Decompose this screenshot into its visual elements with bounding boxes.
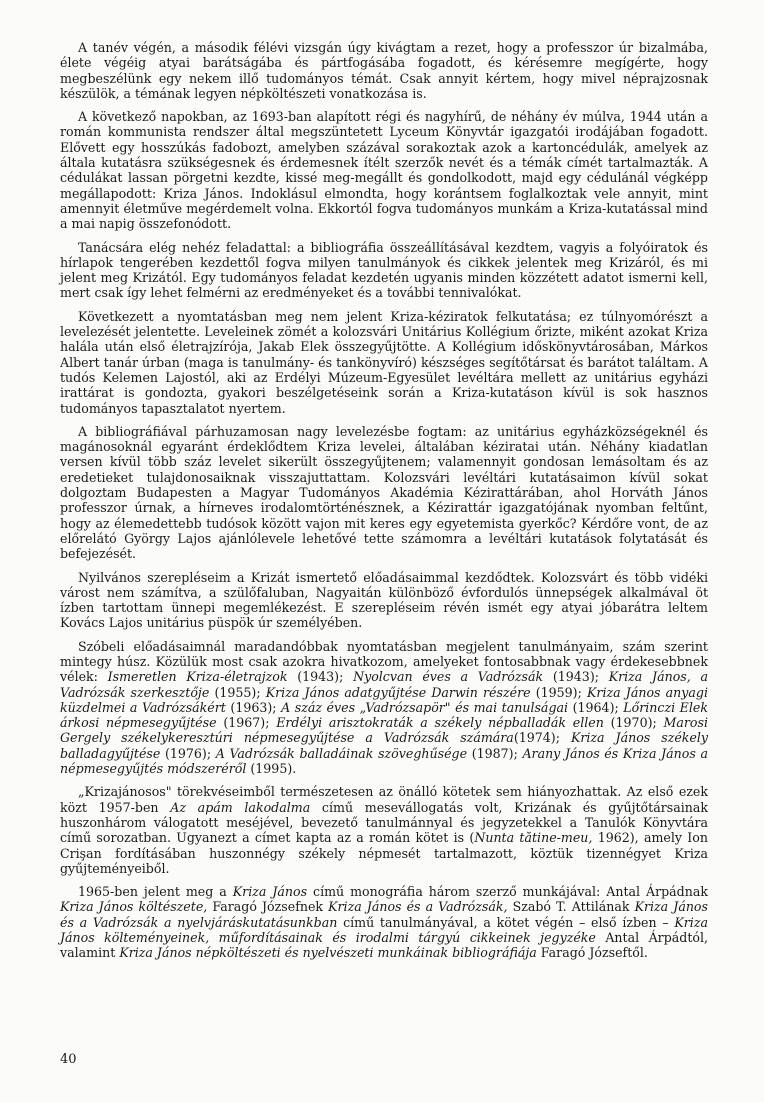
text-run: 1965-ben jelent meg a	[78, 884, 233, 900]
text-run: (1943);	[287, 669, 354, 685]
text-run: Faragó Józseftől.	[536, 945, 648, 961]
text-run: (1987);	[467, 745, 523, 761]
paragraph	[60, 40, 708, 101]
italic-title: Kriza János és a Vadrózsák a nyelvjáráskutatásunkban	[60, 899, 708, 930]
italic-title: Kriza János anyagi küzdelmei a Vadrózsákért	[60, 684, 708, 715]
paragraph	[60, 784, 708, 876]
text-run: 1962), amely Ion Crişan fordításában huszonnégy székely népmesét tartalmazott, köztük tizennégyet Kriza gyűjteményeiből.	[60, 830, 708, 876]
paragraph	[60, 309, 708, 416]
paragraph	[60, 639, 708, 777]
italic-title: Lőrinczi Elek árkosi népmesegyűjtése	[60, 699, 708, 731]
italic-title: A Vadrózsák balladáinak szöveghűsége	[215, 745, 468, 761]
italic-title: Kriza János	[232, 884, 308, 900]
text-run: (1964);	[568, 699, 624, 715]
italic-title: Nunta tătine-meu,	[474, 830, 593, 846]
page-number: 40	[60, 1052, 77, 1067]
italic-title: A száz éves „Vadrózsapör" és mai tanulságai	[281, 699, 569, 715]
text-run: Szóbeli előadásaimnál maradandóbbak nyomtatásban megjelent tanulmányaim, szám szerint mintegy húsz. Közülük most csak azokra hivatkozom, amelyeket fontosabbnak vagy érdekesebbnek vélek:	[60, 638, 708, 685]
text-run: A következő napokban, az 1693-ban alapított régi és nagyhírű, de néhány év múlva, 1944 után a román kommunista rendszer által megszüntetett Lyceum Könyvtár igazgatói irodájában fogadott. Elővett egy hosszúkás fadobozt, amelyben százával sorakoztak azok a kartoncédulák, amelyek az általa kutatásra szükségesnek és érdemesnek ítélt szerzők nevét és a témák címét tartalmazták. A cédulákat lassan pörgetni kezdte, kissé meg-megállt és gondolkodott, majd egy cédulánál végképp megállapodott: Kriza János. Indoklásul elmondta, hogy korántsem foglalkoztak vele annyit, mint amennyit életműve megérdemelt volna. Ekkortól fogva tudományos munkám a Kriza-kutatással mind a mai napig összefonódott.	[60, 109, 708, 232]
paragraph	[60, 109, 708, 231]
italic-title: Kriza János, a Vadrózsák szerkesztője	[60, 669, 708, 700]
text-run: (1955);	[209, 684, 266, 700]
text-run: (1970);	[603, 715, 664, 731]
italic-title: Marosi Gergely székelykeresztúri népmesegyűjtése a Vadrózsák számára	[60, 715, 708, 746]
text-run: Következett a nyomtatásban meg nem jelent Kriza-kéziratok felkutatása; ez túlnyomórészt a levelezését jelentette. Leveleinek zömét a kolozsvári Unitárius Kollégium őrizte, miként azokat Kriza halála után első életrajzírója, Jakab Elek összegyűjtötte. A Kollégium időskönyvtárosában, Márkos Albert tanár úrban (maga is tanulmány- és tankönyvíró) készséges segítőtársat és barátot találtam. A tudós Kelemen Lajostól, aki az Erdélyi Múzeum-Egyesület levéltára mellett az unitárius egyházi irattárat is gondozta, gyakori beszélgetéseink során a Kriza-kutatáson kívül is sok hasznos tudományos tapasztalatot nyertem.	[60, 308, 708, 416]
text-run: Faragó Józsefnek	[207, 899, 329, 915]
paragraph	[60, 570, 708, 631]
italic-title: Kriza János és a Vadrózsák,	[328, 899, 508, 915]
text-run: Tanácsára elég nehéz feladattal: a bibliográfia összeállításával kezdtem, vagyis a folyóiratok és hírlapok tengerében kezdettől fogva milyen tanulmányok és cikkek jelentek meg Krizáról, és mi jelent meg Krizától. Egy tudományos feladat kezdetén ugyanis minden közzétett adatot ismerni kell, mert csak így lehet felmérni az eredményeket és a további tennivalókat.	[60, 239, 708, 301]
italic-title: Kriza János költeményeinek, műfordításainak és irodalmi tárgyú cikkeinek jegyzéke	[60, 914, 708, 946]
paragraph	[60, 240, 708, 301]
italic-title: Kriza János székely balladagyűjtése	[60, 730, 709, 761]
text-run: A bibliográfiával párhuzamosan nagy levelezésbe fogtam: az unitárius egyházközségeknél és magánosoknál egyaránt érdeklődtem Kriza levelei, általában kéziratai után. Néhány kiadatlan versen kívül több száz levelet sikerült összegyűjtenem; valamennyit gondosan lemásoltam és az eredetieket tulajdonosaiknak visszajuttattam. Kolozsvári levéltári kutatásaimon kívül sokat dolgoztam Budapesten a Magyar Tudományos Akadémia Kézirattárában, ahol Horváth János professzor úrnak, a hírneves irodalomtörténésznek, a Kézirattár igazgatójának nyomban feltűnt, hogy az élemedettebb tudósok között vajon mit keres egy egyetemista gyerkőc? Kérdőre vont, de az előrelátó György Lajos ajánlólevele lehetővé tette számomra a levéltári kutatások folytatását és befejezését.	[60, 423, 708, 562]
text-run: (1959);	[530, 684, 588, 700]
text-run: (1995).	[246, 761, 297, 777]
text-run: Nyilvános szerepléseim a Krizát ismertető előadásaimmal kezdődtek. Kolozsvárt és több vidéki várost nem számítva, a szülőfaluban, Nagyaitán különböző évfordulós ünnepségek alkalmával öt ízben tartottam ünnepi megemlékezést. E szerepléseim révén ismét egy atyai jóbarátra leltem Kovács Lajos unitárius püspök úr személyében.	[60, 569, 708, 631]
italic-title: Kriza János adatgyűjtése Darwin részére	[265, 684, 531, 700]
text-run: „Krizajánosos" törekvéseimből természetesen az önálló kötetek sem hiányozhattak. Az első ezek közt 1957-ben	[60, 784, 708, 815]
text-run: című monográfia három szerző munkájával: Antal Árpádnak	[307, 884, 708, 900]
paragraph	[60, 424, 708, 562]
text-run: című tanulmányával, a kötet végén – első ízben –	[337, 914, 675, 930]
italic-title: Kriza János költészete,	[60, 899, 208, 915]
italic-title: Ismeretlen Kriza-életrajzok	[107, 669, 288, 685]
text-run: (1976);	[160, 745, 216, 761]
text-run: (1967);	[216, 715, 277, 731]
text-run: Szabó T. Attilának	[507, 899, 635, 915]
italic-title: Kriza János népköltészeti és nyelvészeti munkáinak bibliográfiája	[119, 945, 537, 961]
italic-title: Az apám lakodalma	[170, 799, 311, 815]
text-run: című mesevállogatás volt, Krizának és gyűjtőtársainak huszonhárom válogatott meséjével, bevezető tanulmánnyal és jegyzetekkel a Tanulók Könyvtára című sorozatban. Ugyanezt a címet kapta az a román kötet is (	[60, 799, 708, 846]
italic-title: Erdélyi arisztokraták a székely népballadák ellen	[276, 715, 604, 731]
text-run: Antal Árpádtól, valamint	[60, 930, 709, 961]
italic-title: Arany János és Kriza János a népmesegyűjtés módszeréről	[60, 745, 708, 777]
paragraph	[60, 884, 708, 960]
text-run: (1943);	[543, 669, 609, 685]
text-run: A tanév végén, a második félévi vizsgán úgy kivágtam a rezet, hogy a professzor úr bizalmába, élete végéig atyai barátságába és pártfogásába fogadott, és kérésemre megígérte, hogy megbeszélünk egy nekem illő tudományos témát. Csak annyit kértem, hogy mivel néprajzosnak készülök, a témának legyen népköltészeti vonatkozása is.	[60, 40, 708, 101]
body-text	[60, 40, 708, 961]
text-run: (1963);	[225, 699, 282, 715]
text-run: (1974);	[513, 730, 571, 746]
italic-title: Nyolcvan éves a Vadrózsák	[353, 669, 544, 685]
